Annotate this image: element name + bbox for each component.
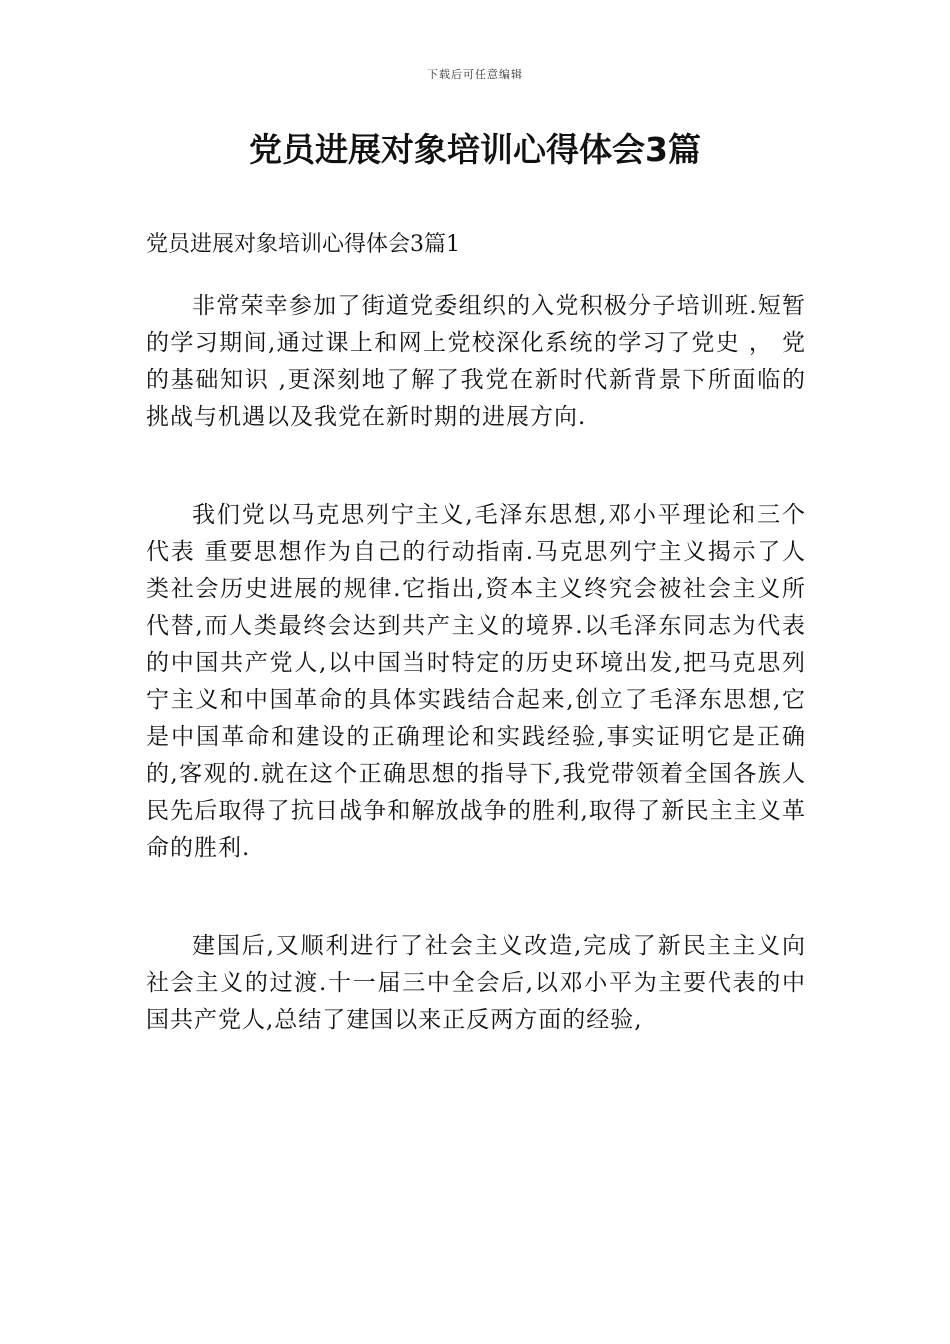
document-body [146, 230, 806, 1039]
paragraph-3: 建国后,又顺利进行了社会主义改造,完成了新民主主义向社会主义的过渡.十一届三中全会后,以邓小平为主要代表的中国共产党人,总结了建国以来正反两方面的经验, [146, 933, 806, 1033]
paragraph-2: 我们党以马克思列宁主义,毛泽东思想,邓小平理论和三个代表 重要思想作为自己的行动指南.马克思列宁主义揭示了人类社会历史进展的规律.它指出,资本主义终究会被社会主义所代替,而人类最终会达到共产主义的境界.以毛泽东同志为代表的中国共产党人,以中国当时特定的历史环境出发,把马克思列宁主义和中国革命的具体实践结合起来,创立了毛泽东思想,它是中国革命和建设的正确理论和实践经验,事实证明它是正确的,客观的.就在这个正确思想的指导下,我党带领着全国各族人民先后取得了抗日战争和解放战争的胜利,取得了新民主主义革命的胜利. [146, 502, 806, 861]
header-note: 下载后可任意编辑 [427, 68, 523, 81]
section-subtitle: 党员进展对象培训心得体会3篇1 [146, 232, 460, 257]
paragraph-1: 非常荣幸参加了街道党委组织的入党积极分子培训班.短暂的学习期间,通过课上和网上党校深化系统的学习了党史 ， 党的基础知识 ,更深刻地了解了我党在新时代新背景下所面临的挑战与机遇以及我党在新时期的进展方向. [146, 293, 806, 430]
document-title: 党员进展对象培训心得体会3篇 [249, 130, 701, 169]
